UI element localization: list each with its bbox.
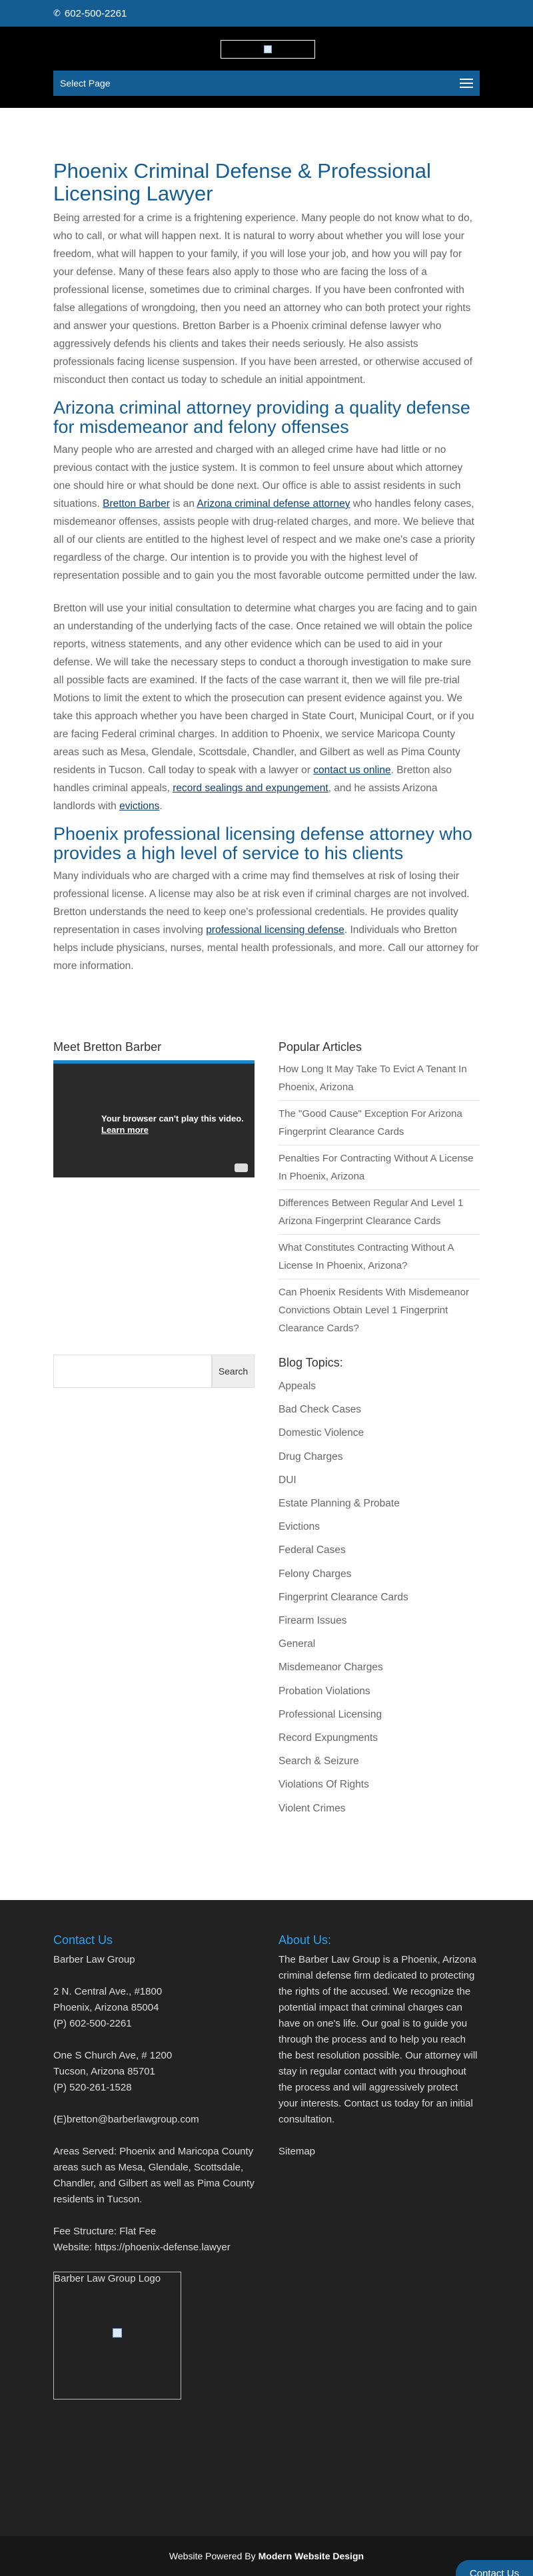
article-link[interactable]: The "Good Cause" Exception For Arizona Fingerprint Clearance Cards <box>278 1105 480 1145</box>
page-title: Phoenix Criminal Defense & Professional Licensing Lawyer <box>53 159 431 205</box>
topics-list <box>278 1375 480 1820</box>
firm-name: Barber Law Group <box>53 1954 135 1965</box>
site-logo[interactable] <box>221 40 315 59</box>
blog-topics-widget <box>278 1355 480 1820</box>
topic-link[interactable]: Violent Crimes <box>278 1802 346 1814</box>
topic-link[interactable]: Estate Planning & Probate <box>278 1498 400 1510</box>
contact-title: Contact Us <box>53 1933 113 1947</box>
topic-link[interactable]: Professional Licensing <box>278 1708 382 1720</box>
meet-widget <box>53 1039 255 1177</box>
address-2-line-2: Tucson, Arizona 85701 <box>53 2066 155 2077</box>
topic-link[interactable]: Record Expungments <box>278 1732 378 1744</box>
popular-list <box>278 1060 480 1341</box>
topic-link[interactable]: Evictions <box>278 1521 320 1533</box>
image-icon <box>264 45 272 53</box>
video-message <box>101 1113 244 1135</box>
topic-link[interactable]: Drug Charges <box>278 1450 343 1462</box>
article-link[interactable]: Penalties For Contracting Without A License In Phoenix, Arizona <box>278 1149 480 1190</box>
text-span: Many people who are arrested and charged with an alleged crime have had little or no previous contact with the justice system. It is common to feel unsure about which attorney one should hire or what should be done next. Our office is able to assist residents in such situations. <box>53 444 463 509</box>
topic-link[interactable]: General <box>278 1638 316 1650</box>
licensing-defense-link[interactable]: professional licensing defense <box>206 924 344 936</box>
topic-link[interactable]: Domestic Violence <box>278 1427 364 1439</box>
sitemap-link[interactable]: Sitemap <box>278 2146 316 2157</box>
text-span: , and he assists Arizona landlords with <box>53 783 438 812</box>
about-title: About Us: <box>278 1933 332 1947</box>
video-player[interactable] <box>53 1060 255 1177</box>
topic-link[interactable]: Federal Cases <box>278 1544 346 1556</box>
criminal-paragraph-2 <box>53 599 480 815</box>
topic-link[interactable]: Bad Check Cases <box>278 1404 362 1416</box>
text-span: Bretton will use your initial consultation to determine what charges you are facing and to gain an understanding of the underlying facts of the case. Once retained we will obtain the police reports, witness statements, and any other evidence which can be used to aid in your defense. We will take the necessary steps to conduct a thorough investigation to make sure all possible facts are examined. If the facts of the case warrant it, then we will file pre-trial Motions to limit the extent to which the prosecution can present evidence against you. We take this approach whether you have been charged in State Court, Municipal Court, or if you are facing Federal criminal charges. In addition to Phoenix, we service Maricopa County areas such as Mesa, Glendale, Scottsdale, Chandler, and Gilbert as well as Pima County residents in Tucson. Call today to speak with a lawyer or <box>53 603 477 776</box>
topic-link[interactable]: Search & Seizure <box>278 1756 359 1768</box>
footer-contact <box>53 1932 255 2400</box>
phone-icon: ✆ <box>53 8 61 18</box>
article-link[interactable]: Differences Between Regular And Level 1 Arizona Fingerprint Clearance Cards <box>278 1194 480 1235</box>
text-span: Many individuals who are charged with a crime may find themselves at risk of losing their professional license. A license may also be at risk even if criminal charges are not involved. Bretton understands the need to keep one's professional credentials. He provides quality representation in cases involving <box>53 870 470 936</box>
hamburger-icon[interactable] <box>460 79 473 88</box>
top-bar <box>0 0 533 27</box>
popular-articles-widget <box>278 1039 480 1345</box>
topic-link[interactable]: Appeals <box>278 1381 316 1392</box>
text-span: . <box>159 801 163 812</box>
address-1-line-1: 2 N. Central Ave., #1800 <box>53 1986 163 1997</box>
footer <box>0 1900 533 2536</box>
topic-link[interactable]: Misdemeanor Charges <box>278 1662 383 1674</box>
topic-link[interactable]: DUI <box>278 1474 296 1486</box>
header <box>0 27 533 108</box>
mobile-nav[interactable] <box>53 71 480 96</box>
footer-website[interactable]: Website: https://phoenix-defense.lawyer <box>53 2242 231 2253</box>
address-2-line-1: One S Church Ave, # 1200 <box>53 2050 173 2061</box>
select-page-label[interactable]: Select Page <box>60 78 111 89</box>
image-icon <box>113 2328 122 2338</box>
search-input[interactable] <box>53 1355 212 1388</box>
topics-title: Blog Topics: <box>278 1356 343 1369</box>
criminal-defense-link[interactable]: Arizona criminal defense attorney <box>197 498 350 509</box>
intro-paragraph: Being arrested for a crime is a frightening experience. Many people do not know what to do, who to call, or what will happen next. It is natural to worry about whether you will lose your freedom, what will happen to your family, if you will lose your job, and how you will pay for your defense. Many of these fears also apply to those who are facing the loss of a professional license, sometimes due to criminal charges. If you have been confronted with false allegations of wrongdoing, then you need an attorney who can both protect your rights and answer your questions. Bretton Barber is a Phoenix criminal defense lawyer who aggressively defends his clients and takes their needs seriously. He also assists professionals facing license suspension. If you have been arrested, or otherwise accused of misconduct then contact us today to schedule an initial appointment. <box>53 212 472 386</box>
topic-link[interactable]: Probation Violations <box>278 1685 370 1697</box>
text-span: . Bretton also handles criminal appeals, <box>53 765 452 794</box>
logo-alt-text: Barber Law Group Logo <box>54 2273 161 2284</box>
topic-link[interactable]: Violations Of Rights <box>278 1779 369 1791</box>
popular-title: Popular Articles <box>278 1040 362 1054</box>
meet-title: Meet Bretton Barber <box>53 1040 162 1054</box>
footer-email[interactable]: (E)bretton@barberlawgroup.com <box>53 2114 199 2125</box>
licensing-heading: Phoenix professional licensing defense attorney who provides a high level of service to his clients <box>53 824 472 863</box>
text-span: who handles felony cases, misdemeanor offenses, assists people with drug-related charges, and more. We believe that all of our clients are entitled to the highest level of respect and we make one's case a priority regardless of the charge. Our intention is to provide you with the highest level of representation possible and to gain you the most favorable outcome permitted under the law. <box>53 498 477 581</box>
main-content <box>53 108 480 975</box>
topic-link[interactable]: Fingerprint Clearance Cards <box>278 1591 408 1603</box>
bretton-barber-link[interactable]: Bretton Barber <box>103 498 170 509</box>
address-1-phone[interactable]: (P) 602-500-2261 <box>53 2018 132 2029</box>
search-widget <box>53 1355 255 1388</box>
bottom-bar <box>0 2536 533 2576</box>
top-phone[interactable]: 602-500-2261 <box>64 7 127 19</box>
text-span: is an <box>169 498 197 509</box>
text-span: . Individuals who Bretton helps include physicians, nurses, mental health professionals, and more. Call our attorney for more information. <box>53 924 479 972</box>
topic-link[interactable]: Firearm Issues <box>278 1615 347 1627</box>
address-2-phone[interactable]: (P) 520-261-1528 <box>53 2082 132 2093</box>
criminal-heading: Arizona criminal attorney providing a quality defense for misdemeanor and felony offenses <box>53 398 470 437</box>
topic-link[interactable]: Felony Charges <box>278 1568 352 1580</box>
address-1-line-2: Phoenix, Arizona 85004 <box>53 2002 159 2013</box>
criminal-paragraph-1 <box>53 441 480 585</box>
youtube-icon[interactable] <box>235 1163 248 1172</box>
about-text: The Barber Law Group is a Phoenix, Arizona criminal defense firm dedicated to protecting the rights of the accused. We recognize the potential impact that criminal charges can have on one's life. Our goal is to guide you through the process and to help you reach the best resolution possible. Our attorney will stay in regular contact with you throughout the process and will aggressively protect your interests. Contact us today for an initial consultation. <box>278 1954 478 2125</box>
fee-structure: Fee Structure: Flat Fee <box>53 2226 157 2237</box>
areas-served: Areas Served: Phoenix and Maricopa County areas such as Mesa, Glendale, Scottsdale, Chandler, and Gilbert as well as Pima County residents in Tucson. <box>53 2146 255 2205</box>
footer-logo <box>53 2272 181 2400</box>
record-sealing-link[interactable]: record sealings and expungement <box>173 783 328 794</box>
article-link[interactable]: Can Phoenix Residents With Misdemeanor Convictions Obtain Level 1 Fingerprint Clearance Cards? <box>278 1287 469 1334</box>
licensing-paragraph <box>53 867 480 975</box>
footer-about <box>278 1932 480 2160</box>
video-learn-more-link[interactable]: Learn more <box>101 1125 149 1135</box>
video-error-text: Your browser can't play this video. <box>101 1114 244 1124</box>
article-link[interactable]: How Long It May Take To Evict A Tenant In Phoenix, Arizona <box>278 1060 480 1101</box>
search-button[interactable]: Search <box>212 1355 255 1388</box>
evictions-link[interactable]: evictions <box>119 801 160 812</box>
contact-us-button[interactable]: Contact Us <box>456 2560 533 2576</box>
powered-by-text: Website Powered By <box>169 2551 256 2561</box>
article-link[interactable]: What Constitutes Contracting Without A License In Phoenix, Arizona? <box>278 1239 480 1279</box>
contact-online-link[interactable]: contact us online <box>313 765 391 776</box>
powered-by-brand[interactable]: Modern Website Design <box>258 2551 364 2561</box>
